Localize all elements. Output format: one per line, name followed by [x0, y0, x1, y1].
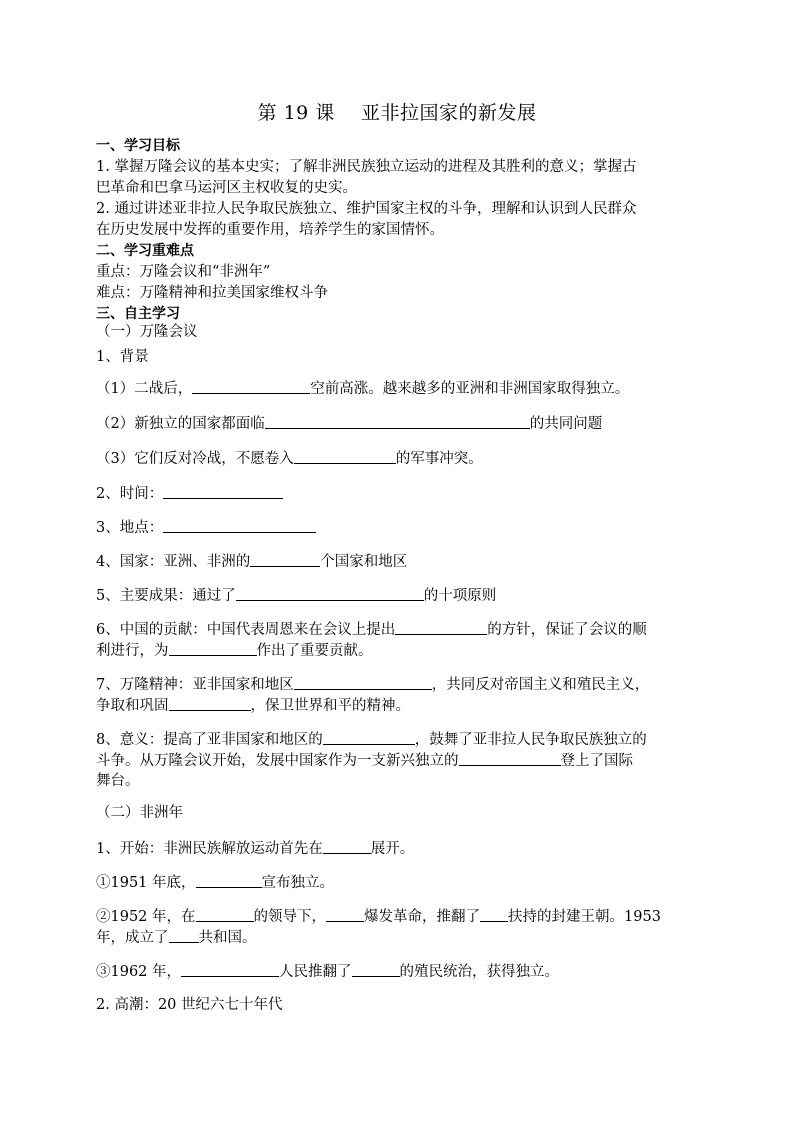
answer-blank[interactable]	[459, 750, 561, 766]
question-1952: ②1952 年，在 的领导下， 爆发革命，推翻了 扶持的封建王朝。1953	[96, 906, 698, 928]
question-spirit-cont: 争取和巩固 ，保卫世界和平的精神。	[96, 695, 698, 717]
answer-blank[interactable]	[236, 585, 424, 601]
goal-2-line-1: 2. 通过讲述亚非拉人民争取民族独立、维护国家主权的斗争，理解和认识到人民群众	[96, 201, 637, 217]
answer-blank[interactable]	[323, 838, 371, 854]
question-significance-cont: 斗争。从万隆会议开始，发展中国家作为一支新兴独立的 登上了国际	[96, 750, 698, 772]
answer-blank[interactable]	[196, 906, 254, 922]
answer-blank[interactable]	[192, 378, 310, 394]
answer-blank[interactable]	[250, 551, 320, 567]
answer-blank[interactable]	[326, 906, 364, 922]
question-b2: （2）新独立的国家都面临 的共同问题	[96, 413, 698, 435]
section-heading-goals: 一、学习目标	[96, 138, 180, 154]
question-1953: 年，成立了 共和国。	[96, 927, 698, 949]
question-countries: 4、国家：亚洲、非洲的 个国家和地区	[96, 551, 698, 573]
question-start: 1、开始：非洲民族解放运动首先在 展开。	[96, 838, 698, 860]
answer-blank[interactable]	[480, 906, 508, 922]
page-title: 第 19 课 亚非拉国家的新发展	[257, 102, 537, 124]
answer-blank[interactable]	[294, 674, 432, 690]
question-significance: 8、意义：提高了亚非国家和地区的 ，鼓舞了亚非拉人民争取民族独立的	[96, 729, 698, 751]
question-spirit: 7、万隆精神：亚非国家和地区 ，共同反对帝国主义和殖民主义，	[96, 674, 698, 696]
question-1951: ①1951 年底， 宣布独立。	[96, 872, 698, 894]
question-place: 3、地点：	[96, 517, 698, 539]
goal-1-line-1: 1. 掌握万隆会议的基本史实；了解非洲民族独立运动的进程及其胜利的意义；掌握古	[96, 159, 637, 175]
question-1962: ③1962 年， 人民推翻了 的殖民统治，获得独立。	[96, 961, 698, 983]
question-time: 2、时间：	[96, 483, 698, 505]
answer-blank[interactable]	[265, 413, 530, 429]
question-climax: 2. 高潮：20 世纪六七十年代	[96, 997, 283, 1013]
difficult-point: 难点：万隆精神和拉美国家维权斗争	[96, 285, 328, 301]
question-contribution-cont: 利进行，为 作出了重要贡献。	[96, 640, 698, 662]
answer-blank[interactable]	[294, 448, 396, 464]
question-b3: （3）它们反对冷战，不愿卷入 的军事冲突。	[96, 448, 698, 470]
section-heading-key-points: 二、学习重难点	[96, 243, 194, 259]
key-point: 重点：万隆会议和“非洲年”	[96, 264, 271, 280]
answer-blank[interactable]	[163, 483, 283, 499]
question-achievement: 5、主要成果：通过了 的十项原则	[96, 585, 698, 607]
answer-blank[interactable]	[181, 961, 279, 977]
goal-2-line-2: 在历史发展中发挥的重要作用，培养学生的家国情怀。	[96, 222, 444, 238]
answer-blank[interactable]	[169, 640, 257, 656]
subsection-bandung: （一）万隆会议	[96, 324, 198, 340]
answer-blank[interactable]	[169, 695, 251, 711]
question-contribution: 6、中国的贡献：中国代表周恩来在会议上提出 的方针，保证了会议的顺	[96, 619, 698, 641]
answer-blank[interactable]	[196, 872, 262, 888]
goal-1-line-2: 巴革命和巴拿马运河区主权收复的史实。	[96, 180, 357, 196]
answer-blank[interactable]	[169, 927, 199, 943]
question-b1: （1）二战后， 空前高涨。越来越多的亚洲和非洲国家取得独立。	[96, 378, 698, 400]
answer-blank[interactable]	[395, 619, 487, 635]
answer-blank[interactable]	[163, 517, 316, 533]
background-heading: 1、背景	[96, 349, 149, 365]
question-significance-end: 舞台。	[96, 773, 140, 789]
answer-blank[interactable]	[352, 961, 400, 977]
answer-blank[interactable]	[323, 729, 415, 745]
subsection-africa-year: （二）非洲年	[96, 805, 183, 821]
section-heading-self-study: 三、自主学习	[96, 306, 180, 322]
